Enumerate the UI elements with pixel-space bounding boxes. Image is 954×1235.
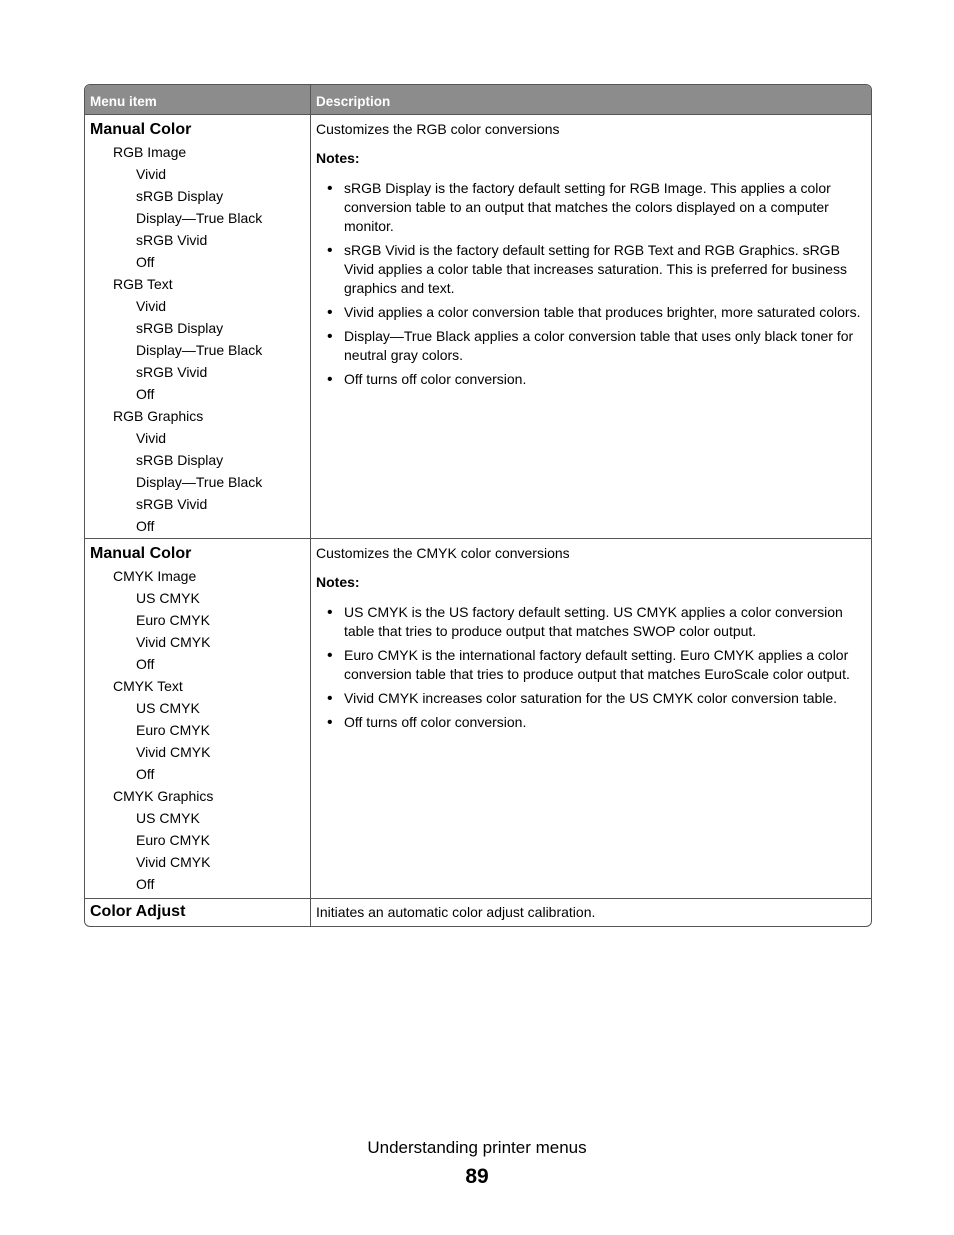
menu-option: Euro CMYK [136,832,210,848]
description-cell-rgb [311,115,871,538]
menu-option: Off [136,386,155,402]
menu-option: Off [136,518,155,534]
menu-option: Off [136,876,155,892]
table-header-row [85,85,871,114]
menu-title-manual-color-rgb: Manual Color [90,121,192,138]
table-row-manual-color-rgb [85,114,871,538]
menu-option: Vivid [136,430,167,446]
menu-option: Off [136,766,155,782]
description-color-adjust: Initiates an automatic color adjust calibration. [316,904,596,920]
note-item: • Off turns off color conversion. [316,713,867,732]
menu-option: Euro CMYK [136,722,210,738]
table-row-manual-color-cmyk [85,538,871,898]
note-item: • sRGB Display is the factory default setting for RGB Image. This applies a color conversion table to an output that matches the colors displayed on a computer monitor. [316,179,867,236]
description-rgb: Customizes the RGB color conversions [316,121,560,137]
menu-option: sRGB Display [136,188,224,204]
header-description-label: Description [316,94,391,109]
header-menu-item-label: Menu item [90,94,157,109]
page-number: 89 [465,1165,489,1188]
notes-list-rgb [316,179,867,389]
menu-option: Vivid [136,166,167,182]
menu-option: sRGB Vivid [136,496,208,512]
notes-list-cmyk [316,603,867,732]
header-description-cell [311,85,871,114]
menu-option: Vivid CMYK [136,854,211,870]
menu-option: Display—True Black [136,474,263,490]
menu-title-color-adjust: Color Adjust [90,903,186,920]
menu-option: sRGB Vivid [136,364,208,380]
menu-option: US CMYK [136,700,200,716]
note-item: • Off turns off color conversion. [316,370,867,389]
menu-option: sRGB Display [136,320,224,336]
menu-sub-rgb-text: RGB Text [113,276,173,292]
header-menu-item-cell [85,85,311,114]
menu-sub-cmyk-graphics: CMYK Graphics [113,788,214,804]
menu-option: Off [136,254,155,270]
menu-option: US CMYK [136,590,200,606]
note-item: • sRGB Vivid is the factory default setting for RGB Text and RGB Graphics. sRGB Vivid applies a color table that increases saturation. This is preferred for business graphics and text. [316,241,867,298]
note-item: • US CMYK is the US factory default setting. US CMYK applies a color conversion table that tries to produce output that matches SWOP color output. [316,603,867,641]
notes-label-rgb: Notes: [316,150,360,166]
menu-option: Display—True Black [136,210,263,226]
menu-option: US CMYK [136,810,200,826]
menu-cell-rgb [85,115,311,538]
menu-title-manual-color-cmyk: Manual Color [90,545,192,562]
printer-menu-table [84,84,872,927]
menu-sub-rgb-image: RGB Image [113,144,187,160]
note-item: • Vivid applies a color conversion table that produces brighter, more saturated colors. [316,303,867,322]
menu-option: Euro CMYK [136,612,210,628]
table-row-color-adjust [85,898,871,926]
footer-section-title: Understanding printer menus [367,1138,587,1157]
menu-option: sRGB Display [136,452,224,468]
notes-label-cmyk: Notes: [316,574,360,590]
menu-sub-rgb-graphics: RGB Graphics [113,408,204,424]
description-cell-color-adjust [311,899,871,926]
note-item: • Display—True Black applies a color conversion table that uses only black toner for neutral gray colors. [316,327,867,365]
menu-option: Vivid [136,298,167,314]
description-cmyk: Customizes the CMYK color conversions [316,545,570,561]
menu-sub-cmyk-image: CMYK Image [113,568,197,584]
menu-cell-color-adjust [85,899,311,926]
menu-option: Off [136,656,155,672]
description-cell-cmyk [311,539,871,898]
menu-option: sRGB Vivid [136,232,208,248]
menu-option: Vivid CMYK [136,634,211,650]
note-item: • Vivid CMYK increases color saturation for the US CMYK color conversion table. [316,689,867,708]
menu-cell-cmyk [85,539,311,898]
menu-option: Vivid CMYK [136,744,211,760]
menu-sub-cmyk-text: CMYK Text [113,678,183,694]
note-item: • Euro CMYK is the international factory default setting. Euro CMYK applies a color conversion table that tries to produce output that matches EuroScale color output. [316,646,867,684]
menu-option: Display—True Black [136,342,263,358]
